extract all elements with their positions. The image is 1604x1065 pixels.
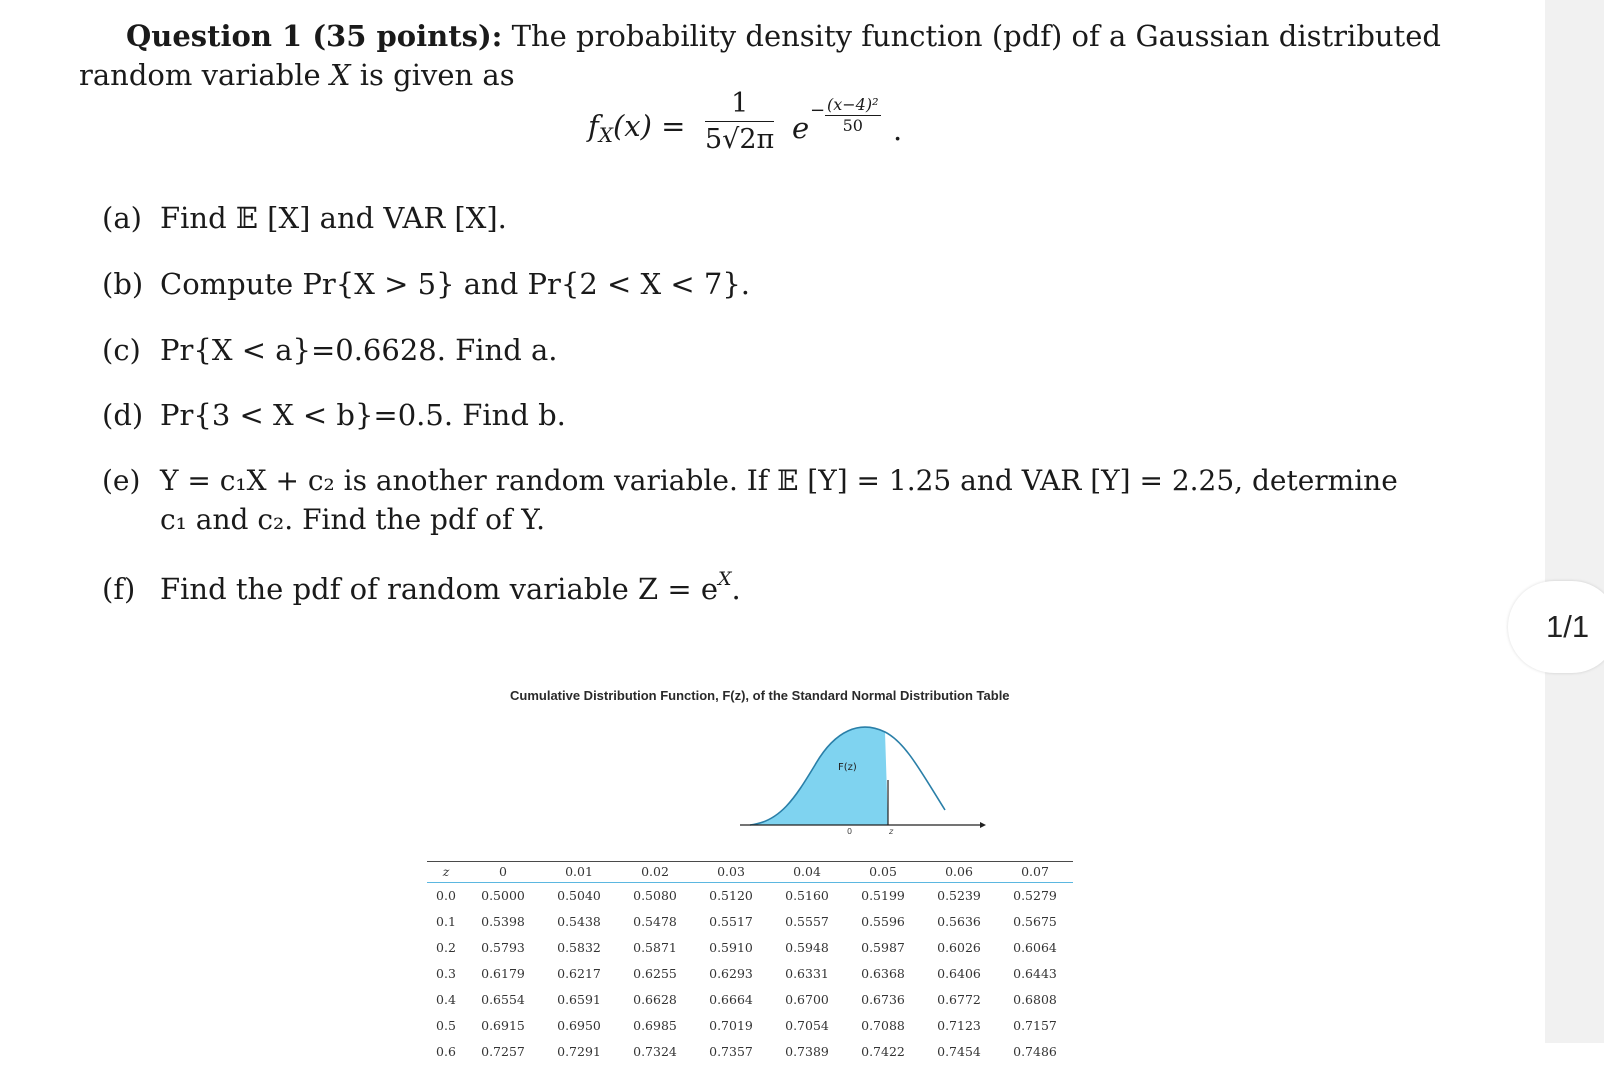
question-line-2 [79,61,515,90]
part-d [102,401,566,430]
cdf-z-cell: 0.2 [427,935,465,961]
part-e-label: (e) [102,467,160,495]
cdf-value-cell: 0.5398 [465,909,541,935]
part-f-label: (f) [102,575,160,604]
x-axis-arrow [980,822,986,828]
part-f-period: . [732,572,741,606]
page-indicator: 1/1 [1508,581,1604,673]
cdf-value-cell: 0.5120 [693,883,769,910]
cdf-value-cell: 0.6064 [997,935,1073,961]
cdf-value-cell: 0.5596 [845,909,921,935]
cdf-value-cell: 0.7157 [997,1013,1073,1039]
formula-lhs-sub: X [599,123,613,147]
cdf-value-cell: 0.6331 [769,961,845,987]
cdf-value-cell: 0.5160 [769,883,845,910]
cdf-value-cell: 0.6915 [465,1013,541,1039]
cdf-table-row [427,935,1073,961]
cdf-value-cell: 0.5948 [769,935,845,961]
formula-exp-sign: − [810,102,825,120]
cdf-value-cell: 0.7389 [769,1039,845,1065]
cdf-header-cell: 0.04 [769,862,845,883]
cdf-value-cell: 0.5279 [997,883,1073,910]
cdf-header-cell: 0.06 [921,862,997,883]
intro-var: X [330,58,351,92]
formula-lhs-arg: (x) = [613,109,686,143]
cdf-value-cell: 0.6985 [617,1013,693,1039]
cdf-value-cell: 0.5871 [617,935,693,961]
cdf-value-cell: 0.7054 [769,1013,845,1039]
cdf-header-cell: 0.01 [541,862,617,883]
formula-exponent [825,95,881,135]
cdf-value-cell: 0.5793 [465,935,541,961]
cdf-table-title: Cumulative Distribution Function, F(z), of the Standard Normal Distribution Table [510,688,1010,703]
cdf-value-cell: 0.5080 [617,883,693,910]
cdf-z-cell: 0.6 [427,1039,465,1065]
question-intro: The probability density function (pdf) of a Gaussian distributed [512,19,1441,53]
cdf-header-cell: 0.05 [845,862,921,883]
cdf-table-row [427,961,1073,987]
cdf-value-cell: 0.5517 [693,909,769,935]
cdf-value-cell: 0.5675 [997,909,1073,935]
cdf-value-cell: 0.5199 [845,883,921,910]
cdf-value-cell: 0.7357 [693,1039,769,1065]
cdf-value-cell: 0.6255 [617,961,693,987]
part-e-text: Y = c₁X + c₂ is another random variable. If 𝔼 [Y] = 1.25 and VAR [Y] = 2.25, determine [160,464,1398,497]
part-c-text: Pr{X < a}=0.6628. Find a. [160,333,558,367]
part-d-text: Pr{3 < X < b}=0.5. Find b. [160,398,566,432]
cdf-value-cell: 0.6217 [541,961,617,987]
cdf-header-cell: 0.03 [693,862,769,883]
formula-fraction [705,88,774,155]
part-f-text: Find the pdf of random variable Z = e [160,572,718,606]
cdf-z-cell: 0.1 [427,909,465,935]
normal-curve-illustration [740,710,990,835]
question-line-1 [126,22,1441,51]
cdf-value-cell: 0.6772 [921,987,997,1013]
axis-z-label: z [888,827,894,835]
part-d-label: (d) [102,401,160,430]
part-e [102,467,1398,495]
cdf-value-cell: 0.6443 [997,961,1073,987]
part-e-continued: c₁ and c₂. Find the pdf of Y. [160,506,545,534]
cdf-header-cell: 0 [465,862,541,883]
cdf-table-row [427,987,1073,1013]
cdf-z-cell: 0.0 [427,883,465,910]
part-c [102,336,558,365]
cdf-table [427,861,1073,1065]
pdf-formula [588,112,685,145]
cdf-value-cell: 0.7019 [693,1013,769,1039]
cdf-value-cell: 0.6700 [769,987,845,1013]
formula-numerator: 1 [705,88,774,122]
cdf-value-cell: 0.6950 [541,1013,617,1039]
curve-label: F(z) [838,762,857,773]
cdf-value-cell: 0.6293 [693,961,769,987]
part-b-text: Compute Pr{X > 5} and Pr{2 < X < 7}. [160,267,750,301]
cdf-z-cell: 0.5 [427,1013,465,1039]
cdf-value-cell: 0.6808 [997,987,1073,1013]
cdf-z-cell: 0.3 [427,961,465,987]
cdf-header-cell: 0.07 [997,862,1073,883]
formula-denominator: 5√2π [705,122,774,155]
cdf-header-cell: 0.02 [617,862,693,883]
cdf-value-cell: 0.6179 [465,961,541,987]
cdf-value-cell: 0.7123 [921,1013,997,1039]
cdf-value-cell: 0.6554 [465,987,541,1013]
curve-shaded-area [750,727,888,825]
cdf-value-cell: 0.7454 [921,1039,997,1065]
axis-zero-label: 0 [847,827,852,835]
part-a-text: Find 𝔼 [X] and VAR [X]. [160,201,507,235]
part-b-label: (b) [102,270,160,299]
cdf-value-cell: 0.6664 [693,987,769,1013]
formula-exp-denominator: 50 [825,116,881,135]
formula-base: e [792,114,809,143]
cdf-z-cell: 0.4 [427,987,465,1013]
cdf-value-cell: 0.7422 [845,1039,921,1065]
cdf-value-cell: 0.6628 [617,987,693,1013]
cdf-value-cell: 0.7257 [465,1039,541,1065]
formula-lhs: f [588,109,599,143]
part-a-label: (a) [102,204,160,233]
cdf-value-cell: 0.7486 [997,1039,1073,1065]
cdf-value-cell: 0.5239 [921,883,997,910]
cdf-value-cell: 0.6591 [541,987,617,1013]
cdf-table-row [427,909,1073,935]
cdf-value-cell: 0.7291 [541,1039,617,1065]
cdf-value-cell: 0.6736 [845,987,921,1013]
cdf-value-cell: 0.5910 [693,935,769,961]
part-c-label: (c) [102,336,160,365]
viewer-gutter [1545,0,1604,1043]
cdf-value-cell: 0.5987 [845,935,921,961]
formula-period: . [893,116,902,145]
cdf-value-cell: 0.5557 [769,909,845,935]
cdf-value-cell: 0.6406 [921,961,997,987]
cdf-header-row [427,862,1073,883]
cdf-table-body [427,883,1073,1065]
part-b [102,270,750,299]
cdf-value-cell: 0.5040 [541,883,617,910]
intro-suffix: is given as [351,58,515,92]
question-heading: Question 1 (35 points): [126,19,502,53]
cdf-value-cell: 0.5832 [541,935,617,961]
cdf-value-cell: 0.5000 [465,883,541,910]
formula-exp-numerator: (x−4)² [825,95,881,116]
part-f-exponent: X [718,568,732,590]
cdf-table-row [427,883,1073,910]
cdf-table-row [427,1013,1073,1039]
cdf-value-cell: 0.6026 [921,935,997,961]
part-a [102,204,507,233]
cdf-value-cell: 0.5478 [617,909,693,935]
intro-text: random variable [79,58,330,92]
cdf-value-cell: 0.5636 [921,909,997,935]
cdf-value-cell: 0.5438 [541,909,617,935]
part-f [102,570,741,604]
cdf-header-cell: z [427,862,465,883]
cdf-value-cell: 0.6368 [845,961,921,987]
cdf-value-cell: 0.7324 [617,1039,693,1065]
cdf-value-cell: 0.7088 [845,1013,921,1039]
